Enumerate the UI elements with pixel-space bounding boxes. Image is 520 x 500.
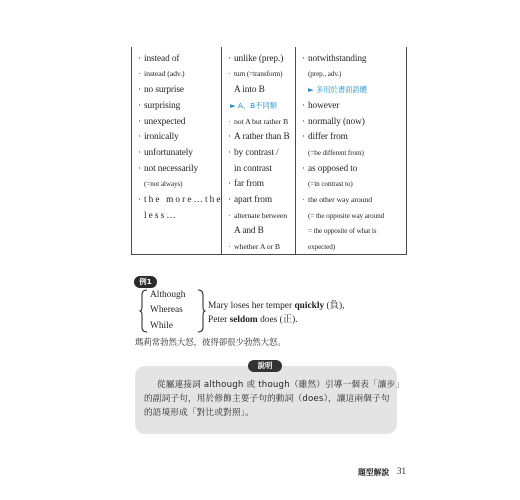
explanation-line: 從屬連接詞 although 或 though（雖然）引導一個表「讓步」 — [157, 380, 405, 390]
example-badge: 例1 — [134, 276, 157, 288]
table-item: · instead of — [138, 54, 180, 64]
table-note-blue: ► A、B不同類 — [230, 101, 277, 110]
table-item: · the other way around — [302, 195, 373, 204]
table-item-note: (prep., adv.) — [308, 70, 342, 78]
table-column-2 — [222, 47, 296, 254]
table-item: · ironically — [138, 132, 179, 142]
page-number: 31 — [397, 466, 406, 476]
table-item-note: (= the opposite way around — [308, 212, 385, 220]
table-item: · instead (adv.) — [138, 69, 185, 78]
table-column-1 — [132, 47, 222, 254]
conjunction-whereas: Whereas — [150, 305, 183, 315]
conjunction-while: While — [150, 321, 173, 331]
table-item: · no surprise — [138, 85, 184, 95]
explanation-line: 的副詞子句，用於修飾主要子句的動詞（does），讓這兩個子句 — [144, 394, 390, 404]
table-item: · A rather than B — [228, 132, 290, 142]
table-item: · not necessarily — [138, 164, 199, 174]
table-column-3 — [296, 47, 406, 254]
explanation-line: 的語境形成「對比或對照」。 — [144, 408, 255, 418]
table-item: · differ from — [302, 132, 348, 142]
table-item: · turn (=transform) — [228, 70, 283, 78]
table-item: · notwithstanding — [302, 54, 367, 64]
example-sentence-1: Mary loses her temper quickly (負), — [208, 301, 345, 311]
table-item-note: expected) — [308, 243, 336, 251]
example-sentence-2: Peter seldom does (正). — [208, 315, 298, 325]
table-item: · alternate between — [228, 211, 288, 220]
table-item: · unexpected — [138, 117, 186, 127]
table-item-note: (=be different from) — [308, 149, 364, 157]
table-item: · as opposed to — [302, 164, 358, 174]
example-translation: 瑪莉常勃然大怒，彼得卻很少勃然大怒。 — [135, 337, 286, 347]
table-item: · apart from — [228, 195, 272, 205]
vocabulary-table — [131, 47, 407, 255]
table-item: · not A but rather B — [228, 117, 289, 126]
table-note-blue: ► 多用於書面語體 — [308, 85, 367, 94]
table-item-note: = the opposite of what is — [308, 227, 377, 235]
table-item: · however — [302, 101, 340, 111]
explanation-badge: 說明 — [248, 360, 282, 372]
table-item-note: (=in contrast to) — [308, 180, 353, 188]
table-item: · surprising — [138, 101, 181, 111]
table-item-continued: A into B — [234, 85, 265, 95]
table-item: · unlike (prep.) — [228, 54, 284, 64]
table-item-continued: less… — [144, 211, 178, 221]
conjunction-although: Although — [150, 290, 186, 300]
section-title: 題型解說 — [358, 468, 390, 477]
table-item-continued: A and B — [234, 226, 264, 236]
table-item: · by contrast / — [228, 148, 279, 158]
left-brace-icon — [139, 289, 149, 333]
table-item: · far from — [228, 179, 264, 189]
table-item-note: (=not always) — [144, 180, 183, 188]
table-item: ·the more…the — [138, 195, 223, 205]
table-item: · whether A or B — [228, 242, 281, 251]
table-item-continued: in contrast — [234, 164, 272, 174]
table-item: · unfortunately — [138, 148, 193, 158]
right-brace-icon — [196, 289, 206, 333]
table-item: · normally (now) — [302, 117, 365, 127]
